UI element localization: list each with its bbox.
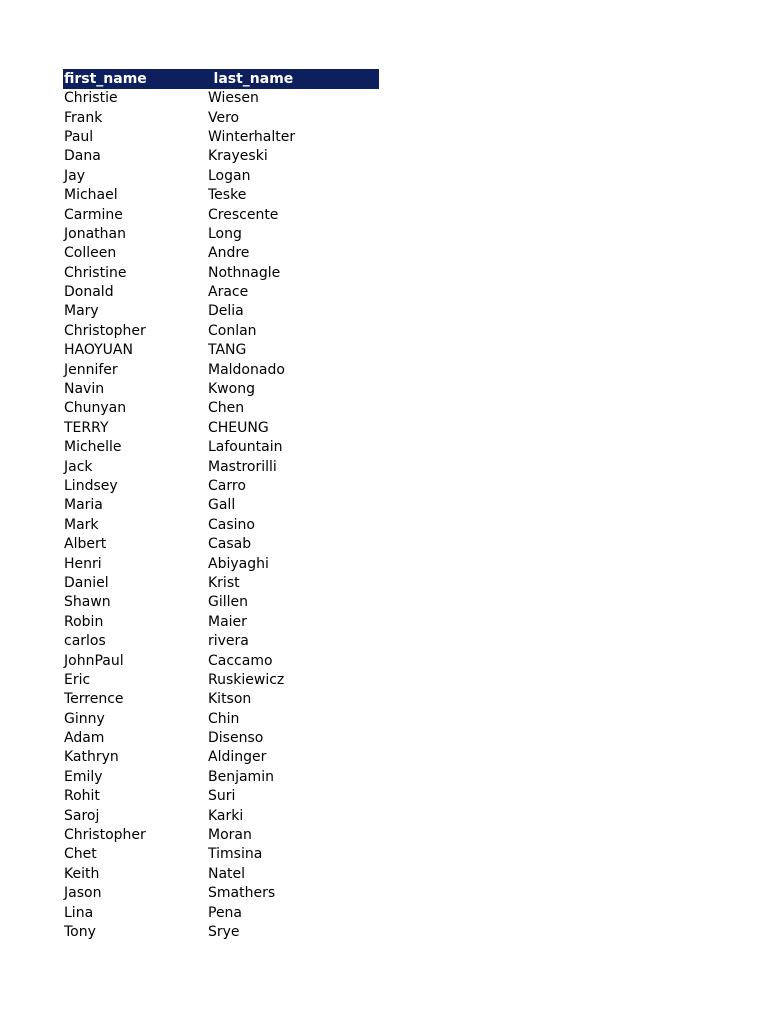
- first-name-cell: Adam: [64, 730, 105, 747]
- first-name-cell: Rohit: [64, 788, 100, 805]
- table-row: [63, 671, 379, 690]
- table-row: [63, 108, 379, 127]
- first-name-cell: Albert: [64, 536, 107, 553]
- table-row: [63, 748, 379, 767]
- first-name-cell: Jennifer: [64, 361, 118, 378]
- first-name-cell: Frank: [64, 109, 103, 126]
- last-name-cell: Disenso: [208, 730, 264, 747]
- first-name-cell: Jay: [64, 167, 85, 184]
- first-name-cell: Christie: [64, 90, 118, 107]
- table-row: [63, 283, 379, 302]
- last-name-cell: Long: [208, 225, 242, 242]
- table-row: [63, 360, 379, 379]
- last-name-cell: Teske: [208, 187, 247, 204]
- last-name-cell: Kwong: [208, 381, 255, 398]
- last-name-cell: CHEUNG: [208, 419, 269, 436]
- table-row: [63, 826, 379, 845]
- first-name-cell: Colleen: [64, 245, 117, 262]
- table-row: [63, 496, 379, 515]
- first-name-cell: Navin: [64, 381, 105, 398]
- first-name-cell: Paul: [64, 128, 94, 145]
- first-name-cell: Shawn: [64, 594, 111, 611]
- table-row: [63, 457, 379, 476]
- first-name-cell: Lina: [64, 904, 94, 921]
- last-name-cell: Benjamin: [208, 768, 274, 785]
- table-row: [63, 535, 379, 554]
- table-row: [63, 128, 379, 147]
- last-name-cell: Pena: [208, 904, 243, 921]
- last-name-cell: TANG: [208, 342, 247, 359]
- table-row: [63, 710, 379, 729]
- first-name-cell: Jack: [64, 458, 93, 475]
- first-name-cell: Kathryn: [64, 749, 119, 766]
- table-row: [63, 380, 379, 399]
- first-name-cell: Christine: [64, 264, 127, 281]
- first-name-cell: Eric: [64, 671, 91, 688]
- table-row: [63, 244, 379, 263]
- table-row: [63, 264, 379, 283]
- last-name-cell: Casab: [208, 536, 252, 553]
- last-name-cell: Lafountain: [208, 439, 283, 456]
- first-name-cell: Tony: [64, 923, 96, 940]
- last-name-cell: Maier: [208, 613, 247, 630]
- last-name-cell: Gillen: [208, 594, 249, 611]
- first-name-cell: Emily: [64, 768, 103, 785]
- table-row: [63, 690, 379, 709]
- header-first-name: first_name: [64, 71, 147, 87]
- first-name-cell: Chunyan: [64, 400, 127, 417]
- first-name-cell: Daniel: [64, 574, 109, 591]
- first-name-cell: Saroj: [64, 807, 100, 824]
- first-name-cell: JohnPaul: [64, 652, 124, 669]
- last-name-cell: Krist: [208, 574, 240, 591]
- last-name-cell: Casino: [208, 516, 255, 533]
- last-name-cell: Crescente: [208, 206, 279, 223]
- last-name-cell: Aldinger: [208, 749, 267, 766]
- table-row: [63, 186, 379, 205]
- last-name-cell: Vero: [208, 109, 240, 126]
- table-body: [63, 89, 379, 942]
- header-last-name: last_name: [213, 71, 294, 87]
- table-row: [63, 516, 379, 535]
- first-name-cell: Maria: [64, 497, 103, 514]
- table-row: [63, 845, 379, 864]
- first-name-cell: Terrence: [64, 691, 124, 708]
- table-row: [63, 574, 379, 593]
- last-name-cell: Suri: [208, 788, 236, 805]
- table-row: [63, 89, 379, 108]
- last-name-cell: Conlan: [208, 322, 257, 339]
- table-row: [63, 302, 379, 321]
- last-name-cell: Krayeski: [208, 148, 268, 165]
- last-name-cell: Ruskiewicz: [208, 671, 285, 688]
- last-name-cell: Maldonado: [208, 361, 285, 378]
- first-name-cell: Michael: [64, 187, 118, 204]
- table-row: [63, 438, 379, 457]
- last-name-cell: Timsina: [208, 846, 263, 863]
- table-row: [63, 729, 379, 748]
- last-name-cell: Delia: [208, 303, 244, 320]
- table-row: [63, 787, 379, 806]
- first-name-cell: Donald: [64, 284, 114, 301]
- last-name-cell: Chen: [208, 400, 245, 417]
- last-name-cell: Moran: [208, 827, 252, 844]
- table-row: [63, 768, 379, 787]
- first-name-cell: Lindsey: [64, 478, 118, 494]
- table-row: [63, 225, 379, 244]
- last-name-cell: Karki: [208, 807, 244, 824]
- table-row: [63, 613, 379, 632]
- table-header-row: [63, 69, 379, 89]
- table-row: [63, 593, 379, 612]
- last-name-cell: Nothnagle: [208, 264, 281, 281]
- table-row: [63, 477, 379, 496]
- last-name-cell: Abiyaghi: [208, 555, 269, 572]
- last-name-cell: Kitson: [208, 691, 252, 708]
- first-name-cell: Carmine: [64, 206, 123, 223]
- names-table: [63, 69, 379, 942]
- last-name-cell: Srye: [208, 923, 240, 940]
- table-row: [63, 865, 379, 884]
- table-row: [63, 322, 379, 341]
- last-name-cell: Winterhalter: [208, 128, 296, 145]
- first-name-cell: Mary: [64, 303, 99, 320]
- last-name-cell: Caccamo: [208, 652, 273, 669]
- last-name-cell: Smathers: [208, 885, 276, 902]
- last-name-cell: Mastrorilli: [208, 458, 277, 475]
- last-name-cell: rivera: [208, 633, 249, 650]
- last-name-cell: Wiesen: [208, 90, 259, 107]
- last-name-cell: Chin: [208, 710, 240, 727]
- first-name-cell: Robin: [64, 613, 104, 630]
- last-name-cell: Logan: [208, 167, 251, 184]
- first-name-cell: Michelle: [64, 439, 122, 456]
- table-row: [63, 167, 379, 186]
- table-row: [63, 903, 379, 922]
- table-row: [63, 341, 379, 360]
- last-name-cell: Gall: [208, 497, 236, 514]
- first-name-cell: Chet: [64, 846, 97, 863]
- first-name-cell: Dana: [64, 148, 101, 165]
- first-name-cell: HAOYUAN: [64, 342, 133, 359]
- last-name-cell: Carro: [208, 478, 246, 494]
- table-row: [63, 399, 379, 418]
- last-name-cell: Arace: [208, 284, 249, 301]
- first-name-cell: Mark: [64, 516, 99, 533]
- table-row: [63, 806, 379, 825]
- first-name-cell: Jason: [64, 885, 102, 902]
- table-row: [63, 632, 379, 651]
- table-row: [63, 651, 379, 670]
- first-name-cell: Henri: [64, 555, 102, 572]
- first-name-cell: Christopher: [64, 827, 146, 844]
- table-row: [63, 923, 379, 942]
- first-name-cell: Christopher: [64, 322, 146, 339]
- table-row: [63, 884, 379, 903]
- table-row: [63, 147, 379, 166]
- first-name-cell: Ginny: [64, 710, 105, 727]
- first-name-cell: Keith: [64, 865, 100, 882]
- table-row: [63, 205, 379, 224]
- last-name-cell: Natel: [208, 865, 246, 882]
- table-row: [63, 419, 379, 438]
- table-row: [63, 554, 379, 573]
- last-name-cell: Andre: [208, 245, 250, 262]
- first-name-cell: TERRY: [64, 419, 109, 436]
- first-name-cell: carlos: [64, 633, 106, 650]
- first-name-cell: Jonathan: [64, 225, 126, 242]
